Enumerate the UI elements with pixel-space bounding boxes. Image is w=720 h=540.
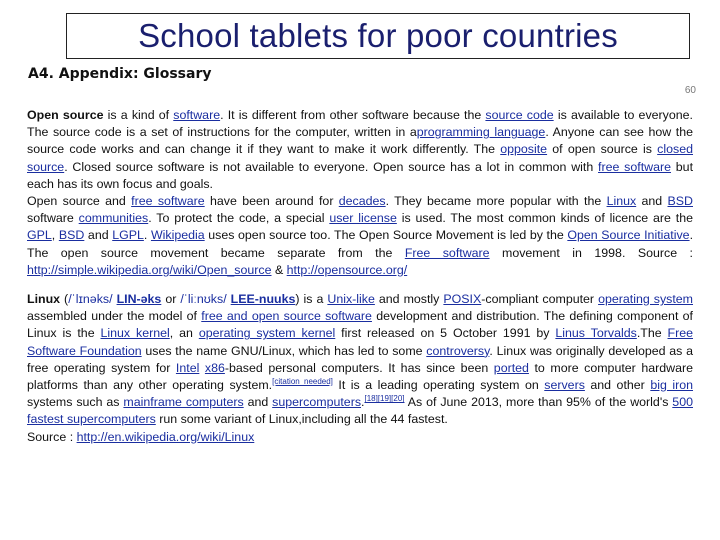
text: uses the name GNU/Linux, which has led to some (141, 343, 427, 358)
linux-definition (27, 291, 693, 446)
link-references[interactable]: [18][19][20] (364, 394, 405, 404)
link-communities[interactable]: communities (78, 211, 149, 226)
link-intel[interactable]: Intel (175, 360, 200, 375)
link-pronunciation-2[interactable]: LEE-nuuks (230, 292, 296, 306)
link-source-url-2[interactable]: http://opensource.org/ (286, 262, 408, 277)
link-free-software-3[interactable]: Free software (404, 245, 490, 260)
link-controversy[interactable]: controversy (426, 343, 490, 358)
page-title: School tablets for poor countries (138, 17, 618, 54)
link-posix[interactable]: POSIX (443, 292, 482, 306)
link-free-open-source-software[interactable]: free and open source software (201, 309, 372, 324)
text: . Closed source software is not available to everyone. Open source has a lot in common with (64, 159, 599, 174)
link-software[interactable]: software (173, 108, 221, 122)
text: of open source is (547, 142, 658, 157)
link-closed-source[interactable]: closed source (27, 142, 693, 174)
term-linux: Linux (27, 292, 61, 306)
text: ( (60, 292, 69, 306)
link-fsf[interactable]: Free Software Foundation (27, 326, 693, 358)
text: first released on 5 October 1991 by (335, 326, 556, 341)
linux-paragraph (27, 291, 693, 446)
link-citation-needed[interactable]: [citation needed] (272, 376, 333, 386)
text: , an (169, 326, 199, 341)
link-linux-kernel[interactable]: Linux kernel (100, 326, 170, 341)
text: & (271, 262, 287, 277)
link-wikipedia[interactable]: Wikipedia (150, 228, 205, 243)
link-source-code[interactable]: source code (485, 108, 554, 122)
text: ) is a (295, 292, 328, 306)
ipa-1: /ˈlɪnəks/ (68, 292, 113, 306)
link-linus-torvalds[interactable]: Linus Torvalds (555, 326, 637, 341)
text: . (361, 395, 365, 410)
text: or (161, 292, 181, 306)
link-bsd-2[interactable]: BSD (58, 228, 85, 243)
link-mainframe-computers[interactable]: mainframe computers (123, 395, 244, 410)
ipa-2: /ˈliːnʊks/ (180, 292, 227, 306)
link-user-license[interactable]: user license (329, 211, 397, 226)
text: . Linux was originally developed as a free operating system for (27, 343, 693, 375)
link-supercomputers[interactable]: supercomputers (272, 395, 362, 410)
link-operating-system[interactable]: operating system (598, 292, 693, 306)
text: is used. The most common kinds of licence are the (396, 211, 693, 226)
text: . To protect the code, a special (148, 211, 330, 226)
text: . It is different from other software because the (220, 108, 486, 122)
text: to more computer hardware platforms than any other operating system. (27, 360, 694, 393)
text: and mostly (374, 292, 444, 306)
text: -based personal computers. It has since been (224, 360, 494, 375)
text: have been around for (204, 194, 339, 209)
text: is available to everyone. The source code is a set of instructions for the computer, written in a (27, 108, 693, 140)
text: . The open source movement became separate from the (27, 228, 694, 260)
section-subtitle: A4. Appendix: Glossary (28, 66, 212, 82)
link-big-iron[interactable]: big iron (650, 378, 694, 393)
text: .The (636, 326, 668, 341)
text: and other (584, 378, 651, 393)
link-unix-like[interactable]: Unix-like (327, 292, 375, 306)
link-free-software-2[interactable]: free software (131, 194, 205, 209)
text: As of June 2013, more than 95% of the world's (404, 395, 673, 410)
term-open-source: Open source (27, 108, 104, 122)
text: development and distribution. The defining component of Linux is the (27, 309, 693, 341)
link-opposite[interactable]: opposite (500, 142, 548, 157)
text: is a kind of (103, 108, 174, 122)
text: . They became more popular with the (385, 194, 607, 209)
link-x86[interactable]: x86 (204, 360, 225, 375)
link-ported[interactable]: ported (493, 360, 529, 375)
title-box (66, 13, 690, 59)
link-os-kernel[interactable]: operating system kernel (198, 326, 336, 341)
open-source-definition (27, 107, 693, 279)
text: Open source and (27, 194, 132, 209)
link-free-software[interactable]: free software (598, 159, 671, 174)
link-bsd[interactable]: BSD (667, 194, 693, 209)
text: , (51, 228, 59, 243)
open-source-paragraph (27, 107, 693, 279)
text: It is a leading operating system on (332, 378, 545, 393)
page-number: 60 (684, 85, 696, 96)
link-decades[interactable]: decades (338, 194, 386, 209)
link-programming-language[interactable]: programming language (416, 125, 546, 140)
text: . Anyone can see how the source code works and can change it if they want to make it work differently. The (27, 125, 694, 157)
link-source-url-1[interactable]: http://simple.wikipedia.org/wiki/Open_source (27, 262, 272, 277)
link-top500[interactable]: 500 fastest supercomputers (27, 395, 693, 427)
text: software (27, 211, 79, 226)
link-source-url-linux[interactable]: http://en.wikipedia.org/wiki/Linux (76, 429, 255, 444)
link-servers[interactable]: servers (544, 378, 585, 393)
text: but each has its own focus and goals. (27, 159, 694, 191)
text: and (243, 395, 273, 410)
text: Source : (27, 429, 77, 444)
text: systems such as (27, 395, 124, 410)
link-open-source-initiative[interactable]: Open Source Initiative (567, 228, 690, 243)
link-lgpl[interactable]: LGPL (112, 228, 144, 243)
text: . (143, 228, 151, 243)
text: -compliant computer (481, 292, 599, 306)
text: run some variant of Linux,including all the 44 fastest. (155, 412, 448, 427)
text: uses open source too. The Open Source Movement is led by the (204, 228, 568, 243)
link-linux[interactable]: Linux (606, 194, 637, 209)
text: assembled under the model of (27, 309, 202, 324)
text: movement in 1998. Source : (489, 245, 693, 260)
text: and (84, 228, 113, 243)
text: and (636, 194, 668, 209)
link-pronunciation-1[interactable]: LIN-əks (116, 292, 162, 306)
link-gpl[interactable]: GPL (27, 228, 52, 243)
